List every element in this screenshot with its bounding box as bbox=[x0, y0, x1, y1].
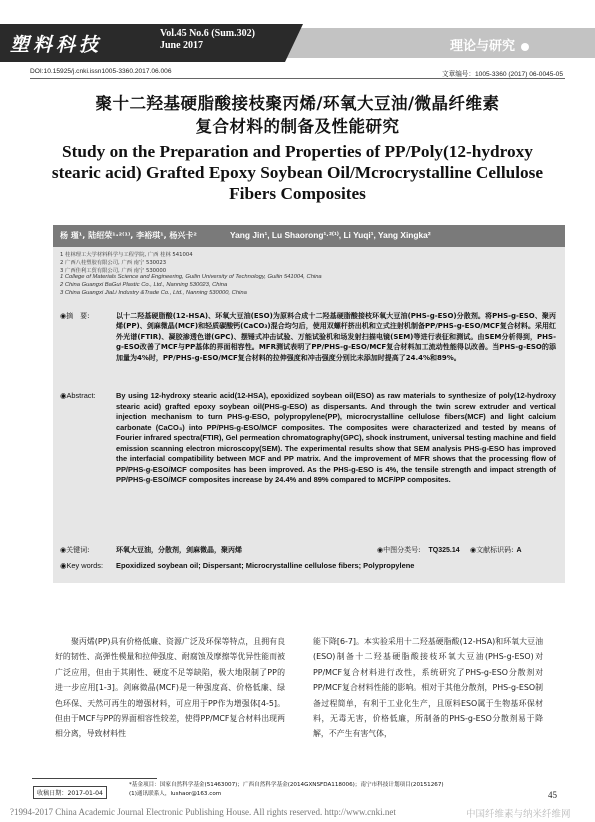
abstract-english: By using 12-hydroxy stearic acid(12-HSA), epoxidized soybean oil(ESO) as raw materials to synthesize of poly(12-hydroxy stearic acid) grafted epoxy soybean oil(PHS-g-ESO) as dispersants. And through the twin screw extruder and vertical injection mechanism to turn PHS-g-ESO, polypropylene(PP), microcrystalline cellulose fibers(MCF) and light calcium carbonate (CaCO₃) into PP/PHS-g-ESO/MCF composites. The composites were characterized and tested by means of Fourier infrared spectra(FTIR), Gel permeation chromatography(GPC), shock instrument, universal testing machine and field emission scanning electron microscopy(SEM). The experimental results show that SEM analysis PHS-g-ESO has improved the interfacial compatibility between MCF and PP matrix. And the improvement of MFR shows that the processing flow of PP/PHS-g-ESO/MCF composites has been improved. As the PHS-g-ESO is 4%, the tensile strength and impact strength of PP/PHS-g-ESO/MCF composites increase by 24.4% and 89% compared to MCF/PP composites. bbox=[116, 391, 556, 484]
title-english bbox=[30, 141, 565, 204]
abstract-cn-label: ◉摘 要: bbox=[60, 312, 90, 320]
abstract-en-label: ◉Abstract: bbox=[60, 391, 96, 400]
footnote-rule bbox=[32, 778, 157, 779]
body-column-left bbox=[55, 634, 285, 742]
authors-english: Yang Jin¹, Lu Shaorong¹·²⁽¹⁾, Li Yuqi¹, Yang Xingka² bbox=[230, 230, 431, 240]
header-rule bbox=[30, 78, 565, 79]
doc-code-value: A bbox=[516, 547, 522, 554]
affiliation-en-3: 3 China Guangxi JiaLi Industry &Trade Co., Ltd., Nanning 530000, China bbox=[60, 290, 247, 296]
clc-value: TQ325.14 bbox=[428, 547, 460, 554]
copyright-line: ?1994-2017 China Academic Journal Electronic Publishing House. All rights reserved. http://www.cnki.net bbox=[10, 807, 396, 817]
keywords-english: Epoxidized soybean oil; Dispersant; Microcrystalline cellulose fibers; Polypropylene bbox=[116, 561, 415, 570]
title-chinese bbox=[30, 92, 565, 138]
received-date: 收稿日期：2017-01-04 bbox=[33, 786, 107, 799]
affiliation-en-1: 1 College of Materials Science and Engineering, Guilin University of Technology, Guilin 541004, China bbox=[60, 274, 322, 280]
document-code bbox=[470, 545, 522, 555]
title-cn-line-2: 复合材料的制备及性能研究 bbox=[195, 117, 400, 136]
section-label: 理论与研究 bbox=[450, 39, 516, 54]
doi: DOI:10.15925/j.cnki.issn1005-3360.2017.06.006 bbox=[30, 68, 172, 75]
article-number: 文章编号：1005-3360 (2017) 06-0045-05 bbox=[442, 71, 563, 78]
body-left-text: 聚丙烯(PP)具有价格低廉、资源广泛及环保等特点，且拥有良好的韧性、高弹性模量和拉伸强度、耐腐蚀及摩擦等优异性能而被广泛应用，但由于其刚性、硬度不足等缺陷，极大地限制了PP的进一步应用[1-3]。剑麻微晶(MCF)是一种强度高、价格低廉、绿色环保、天然可再生的增强材料，可应用于PP作为增强体[4-5]。但由于MCF与PP的界面相容性较差，使得PP/MCF复合材料出现两相分离，导致材料性 bbox=[55, 637, 285, 739]
title-cn-line-1: 聚十二羟基硬脂酸接枝聚丙烯/环氧大豆油/微晶纤维素 bbox=[95, 94, 500, 113]
funding-note bbox=[129, 781, 444, 798]
clc-label: ◉中图分类号: bbox=[377, 546, 421, 554]
affiliation-en-2: 2 China Guangxi BaGui Plastic Co., Ltd., Nanning 530023, China bbox=[60, 282, 228, 288]
volume-line: Vol.45 No.6 (Sum.302) bbox=[160, 28, 255, 39]
affiliation-cn-3: 3 广西佳利工贸有限公司, 广西 南宁 530000 bbox=[60, 268, 167, 274]
watermark: 中国纤维素与纳米纤维网 bbox=[466, 809, 571, 820]
section-name bbox=[450, 35, 529, 54]
section-dot-icon bbox=[521, 43, 529, 51]
body-right-text: 能下降[6-7]。本实验采用十二羟基硬脂酸(12-HSA)和环氧大豆油(ESO)制备十二羟基硬脂酸接枝环氧大豆油(PHS-g-ESO)对PP/MCF复合材料进行改性，系统研究了PHS-g-ESO分散剂对PP/MCF复合材料性能的影响。相对于其他分散剂，PHS-g-ESO制备过程简单，有利于工业化生产，且原料ESO属于生物基环保材料，无毒无害，价格低廉，所制备的PHS-g-ESO分散剂易于降解，不产生有害气体， bbox=[313, 637, 543, 739]
doc-code-label: ◉文献标识码: bbox=[470, 546, 514, 554]
issue-date: June 2017 bbox=[160, 40, 204, 51]
keywords-cn-label: ◉关键词: bbox=[60, 546, 90, 554]
affiliation-cn-2: 2 广西八桂塑胶有限公司, 广西 南宁 530023 bbox=[60, 260, 167, 266]
journal-header bbox=[0, 0, 595, 63]
journal-logo: 塑料科技 bbox=[10, 34, 103, 56]
page-number: 45 bbox=[548, 790, 557, 800]
title-en-line-2: stearic acid) Grafted Epoxy Soybean Oil/Mcrocrystalline Cellulose bbox=[51, 163, 544, 182]
body-column-right bbox=[313, 634, 543, 742]
keywords-en-label: ◉Key words: bbox=[60, 561, 104, 570]
keywords-chinese: 环氧大豆油，分散剂，剑麻微晶，聚丙烯 bbox=[116, 546, 242, 554]
corresponding-author: (1)通讯联系人，lushaor@163.com bbox=[129, 790, 222, 797]
title-en-line-1: Study on the Preparation and Properties of PP/Poly(12-hydroxy bbox=[62, 142, 533, 161]
volume-info bbox=[160, 28, 255, 52]
affiliation-cn-1: 1 桂林理工大学材料科学与工程学院, 广西 桂林 541004 bbox=[60, 252, 193, 258]
title-en-line-3: Fibers Composites bbox=[229, 184, 366, 203]
clc-number bbox=[377, 545, 460, 555]
abstract-chinese: 以十二羟基硬脂酸(12-HSA)、环氧大豆油(ESO)为原料合成十二羟基硬脂酸接枝环氧大豆油(PHS-g-ESO)分散剂。将PHS-g-ESO、聚丙烯(PP)、剑麻微晶(MCF)和轻质碳酸钙(CaCO₃)混合均匀后，使用双螺杆挤出机和立式注射机制备PP/PHS-g-ESO/MCF复合材料。采用红外光谱(FTIR)、凝胶渗透色谱(GPC)、摆锤式冲击试验、万能试验机和场发射扫描电镜(SEM)等进行表征和测试。由SEM分析得到，PHS-g-ESO改善了MCF与PP基体的界面相容性。MFR测试表明了PP/PHS-g-ESO/MCF复合材料加工流动性能得以改善。当PHS-g-ESO的添加量为4%时，PP/PHS-g-ESO/MCF复合材料的拉伸强度和冲击强度分别比未添加时提高了24.4%和89%。 bbox=[116, 312, 556, 362]
authors-chinese: 杨 瑾¹, 陆绍荣¹·²⁽¹⁾, 李裕琪¹, 杨兴卡² bbox=[60, 231, 197, 240]
funding-line: *基金项目：国家自然科学基金(51463007)；广西自然科学基金(2014GXNSFDA118006)；南宁市科技计划项目(20151267) bbox=[129, 782, 444, 788]
